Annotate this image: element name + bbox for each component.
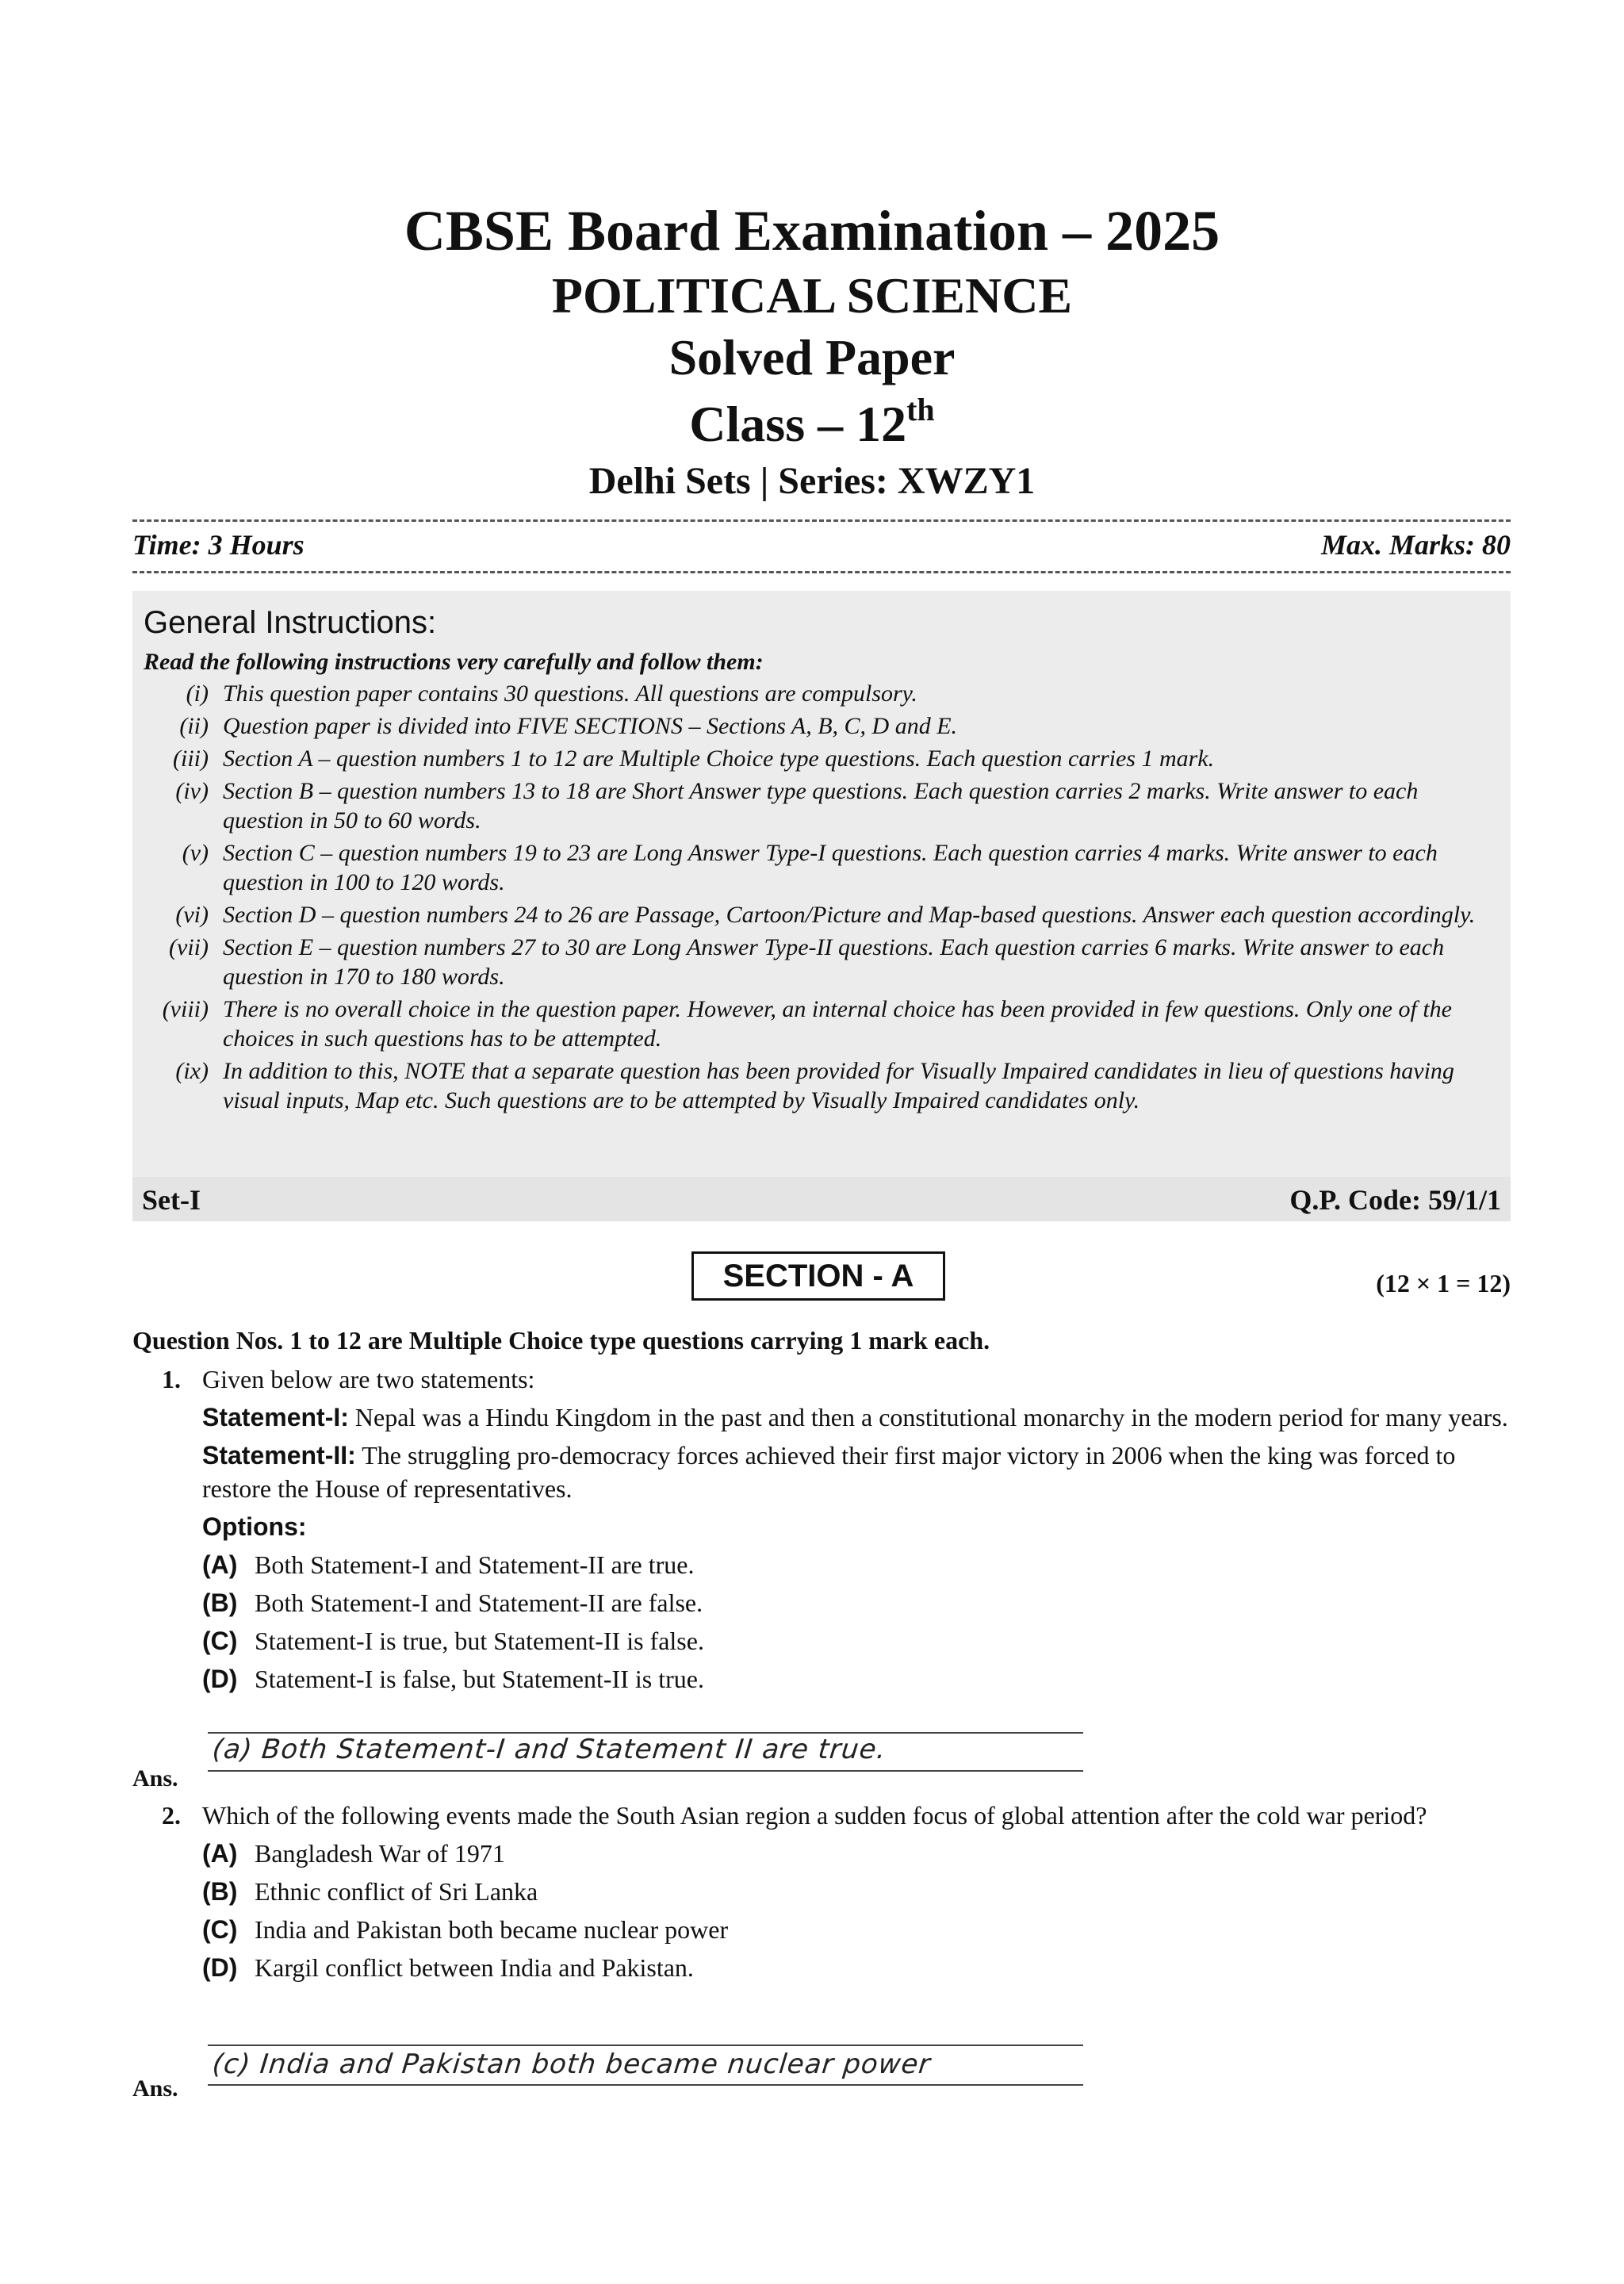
instruction-number: (i) [186,680,209,707]
instruction-item [144,900,1496,929]
answer-label-2: Ans. [132,2075,178,2102]
section-a-marks: (12 × 1 = 12) [1376,1269,1511,1297]
instruction-text: Section B – question numbers 13 to 18 are Short Answer type questions. Each question carries 2 marks. Write answer to each question in 50 to 60 words. [223,778,1419,834]
section-a-note: Question Nos. 1 to 12 are Multiple Choice type questions carrying 1 mark each. [132,1326,990,1355]
exam-time: Time: 3 Hours [132,529,304,561]
option-b [202,1875,1511,1908]
instruction-text: Section D – question numbers 24 to 26 are Passage, Cartoon/Picture and Map-based questions. Answer each question accordingly. [223,902,1476,928]
instructions-intro: Read the following instructions very carefully and follow them: [144,649,764,675]
statement-1 [202,1401,1511,1434]
paper-type: Solved Paper [668,329,956,385]
question-number: 1. [162,1365,181,1393]
option-text: Ethnic conflict of Sri Lanka [255,1877,538,1906]
instruction-number: (iii) [173,745,209,772]
option-a [202,1548,1511,1581]
instructions-heading: General Instructions: [144,605,437,640]
instruction-item [144,776,1496,835]
instruction-text: Section E – question numbers 27 to 30 are Long Answer Type-II questions. Each question carries 6 marks. Write answer to each question in 170 to 180 words. [223,934,1445,990]
instruction-item [144,1056,1496,1115]
option-letter: (C) [202,1915,238,1944]
handwritten-answer-2: (c) India and Pakistan both became nuclear power [210,2048,933,2080]
option-text: Kargil conflict between India and Pakistan. [255,1953,694,1982]
instruction-text: Section C – question numbers 19 to 23 are Long Answer Type-I questions. Each question carries 4 marks. Write answer to each question in 100 to 120 words. [223,840,1438,895]
option-text: Bangladesh War of 1971 [255,1839,505,1868]
class-title [0,394,1624,450]
instruction-item [144,679,1496,708]
instruction-text: In addition to this, NOTE that a separate question has been provided for Visually Impaired candidates in lieu of questions having visual inputs, Map etc. Such questions are to be attempted by Visually Impaired candidates only. [223,1058,1454,1113]
instruction-number: (vi) [175,902,209,928]
instruction-number: (v) [182,840,209,866]
instruction-item [144,711,1496,741]
statement-2-label: Statement-II: [202,1441,356,1470]
statement-1-label: Statement-I: [202,1403,349,1431]
option-b [202,1586,1511,1619]
statement-1-text: Nepal was a Hindu Kingdom in the past and then a constitutional monarchy in the modern period for many years. [354,1403,1508,1431]
instruction-text: This question paper contains 30 questions. All questions are compulsory. [223,680,917,707]
instruction-number: (ii) [179,713,209,739]
instruction-text: Section A – question numbers 1 to 12 are Multiple Choice type questions. Each question carries 1 mark. [223,745,1215,772]
instruction-text: Question paper is divided into FIVE SECTIONS – Sections A, B, C, D and E. [223,713,958,739]
exam-title: CBSE Board Examination – 2025 [404,199,1220,263]
option-d [202,1951,1511,1984]
option-text: Statement-I is false, but Statement-II is true. [255,1665,704,1693]
option-text: Both Statement-I and Statement-II are false. [255,1588,703,1617]
statement-2-text: The struggling pro-democracy forces achieved their first major victory in 2006 when the king was forced to restore the House of representatives. [202,1441,1456,1503]
option-letter: (B) [202,1588,238,1617]
option-c [202,1624,1511,1657]
question-text: Given below are two statements: [202,1365,535,1393]
instruction-item [144,933,1496,991]
qp-code: Q.P. Code: 59/1/1 [1289,1184,1501,1216]
options-label: Options: [202,1512,307,1541]
set-label: Set-I [142,1184,201,1216]
question-text: Which of the following events made the South Asian region a sudden focus of global attention after the cold war period? [202,1801,1427,1830]
option-a [202,1837,1511,1870]
option-d [202,1662,1511,1696]
option-letter: (C) [202,1627,238,1655]
sets-series: Delhi Sets | Series: XWZY1 [588,460,1036,502]
handwritten-answer-1: (a) Both Statement-I and Statement II are true. [210,1734,888,1765]
option-letter: (B) [202,1877,238,1906]
question-number: 2. [162,1801,181,1830]
class-text: Class – 12 [689,396,907,452]
instruction-number: (vii) [169,934,209,960]
instruction-item [144,838,1496,897]
answer-line [208,2084,1083,2086]
instruction-number: (ix) [175,1058,209,1084]
answer-label-1: Ans. [132,1765,178,1792]
instruction-number: (iv) [175,778,209,804]
option-text: Both Statement-I and Statement-II are true. [255,1550,695,1579]
option-text: India and Pakistan both became nuclear power [255,1915,729,1944]
title-block [0,199,1624,502]
class-superscript: th [906,392,935,427]
divider-top [132,519,1511,522]
max-marks: Max. Marks: 80 [1320,529,1511,561]
option-c [202,1913,1511,1946]
option-text: Statement-I is true, but Statement-II is false. [255,1627,704,1655]
section-a-title: SECTION - A [691,1251,945,1301]
option-letter: (A) [202,1839,238,1868]
instruction-text: There is no overall choice in the question paper. However, an internal choice has been provided in few questions. Only one of the choices in such questions has to be attempted. [223,996,1452,1052]
question-1 [159,1362,1511,1696]
instruction-item [144,744,1496,773]
meta-row [132,528,1511,563]
option-letter: (D) [202,1953,238,1982]
general-instructions [132,591,1511,1211]
option-letter: (A) [202,1550,238,1579]
instruction-number: (viii) [162,996,209,1022]
answer-line [208,1770,1083,1772]
option-letter: (D) [202,1665,238,1693]
instruction-item [144,994,1496,1053]
divider-bottom [132,571,1511,573]
answer-line [208,2044,1083,2046]
statement-2 [202,1439,1511,1505]
question-2 [159,1799,1511,1984]
subject-title: POLITICAL SCIENCE [551,267,1073,324]
set-bar [132,1177,1511,1221]
